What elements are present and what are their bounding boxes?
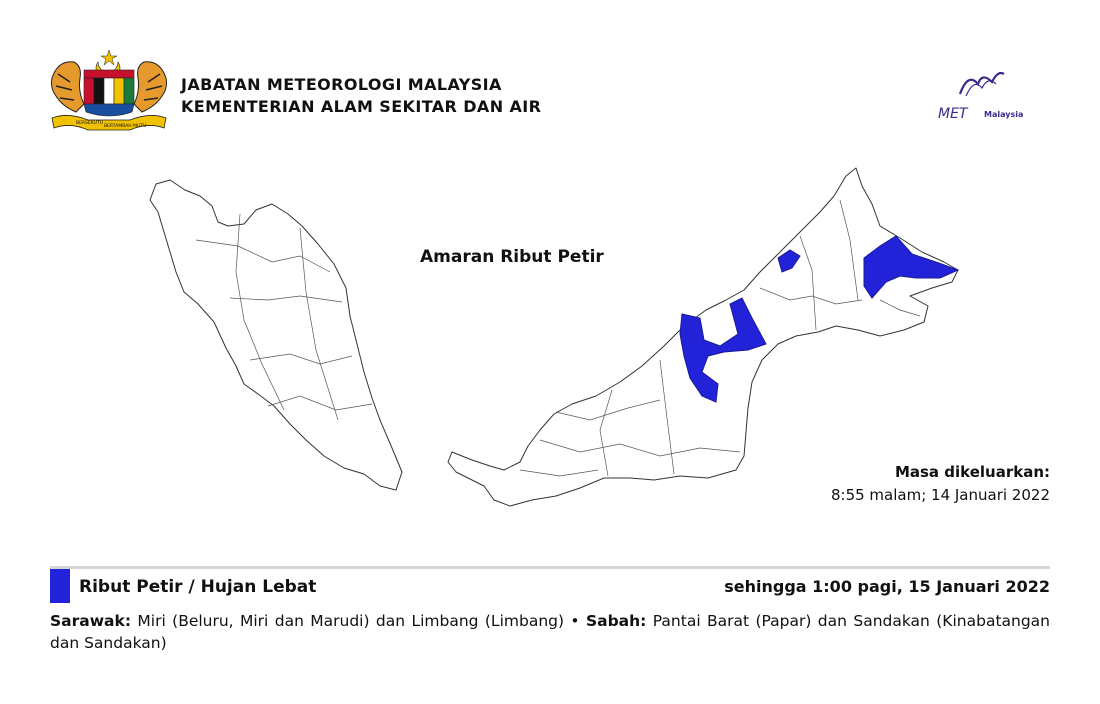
met-logo-subtext: Malaysia: [984, 110, 1024, 119]
sabah-areas: Pantai Barat (Papar) dan Sandakan (Kinabatangan dan Sandakan): [50, 612, 1050, 652]
coat-of-arms-logo: [48, 48, 170, 134]
met-logo-text: MET: [938, 106, 968, 122]
issued-label: Masa dikeluarkan:: [894, 463, 1050, 481]
legend-label: Ribut Petir / Hujan Lebat: [79, 577, 317, 597]
affected-areas-description: [50, 610, 1050, 654]
map-title: Amaran Ribut Petir: [420, 247, 604, 267]
valid-until: sehingga 1:00 pagi, 15 Januari 2022: [724, 577, 1050, 596]
crest-motto-1: BERSEKUTU: [76, 121, 103, 126]
state-sabah-label: Sabah:: [585, 612, 647, 630]
divider: [50, 566, 1050, 569]
agency-line-1: JABATAN METEOROLOGI MALAYSIA: [181, 75, 502, 94]
state-sarawak-label: Sarawak:: [50, 612, 132, 630]
issued-time: 8:55 malam; 14 Januari 2022: [830, 486, 1050, 504]
bullet-separator: •: [570, 612, 580, 630]
legend-color-swatch: [50, 569, 70, 603]
sarawak-areas: Miri (Beluru, Miri dan Marudi) dan Limbang (Limbang): [131, 612, 571, 630]
agency-line-2: KEMENTERIAN ALAM SEKITAR DAN AIR: [181, 97, 542, 116]
agency-name: [181, 74, 541, 118]
peninsular-malaysia-region: [150, 180, 402, 490]
issued-time-block: [831, 461, 1050, 507]
crest-motto-2: BERTAMBAH MUTU: [104, 124, 147, 129]
met-malaysia-logo: [938, 66, 1048, 122]
